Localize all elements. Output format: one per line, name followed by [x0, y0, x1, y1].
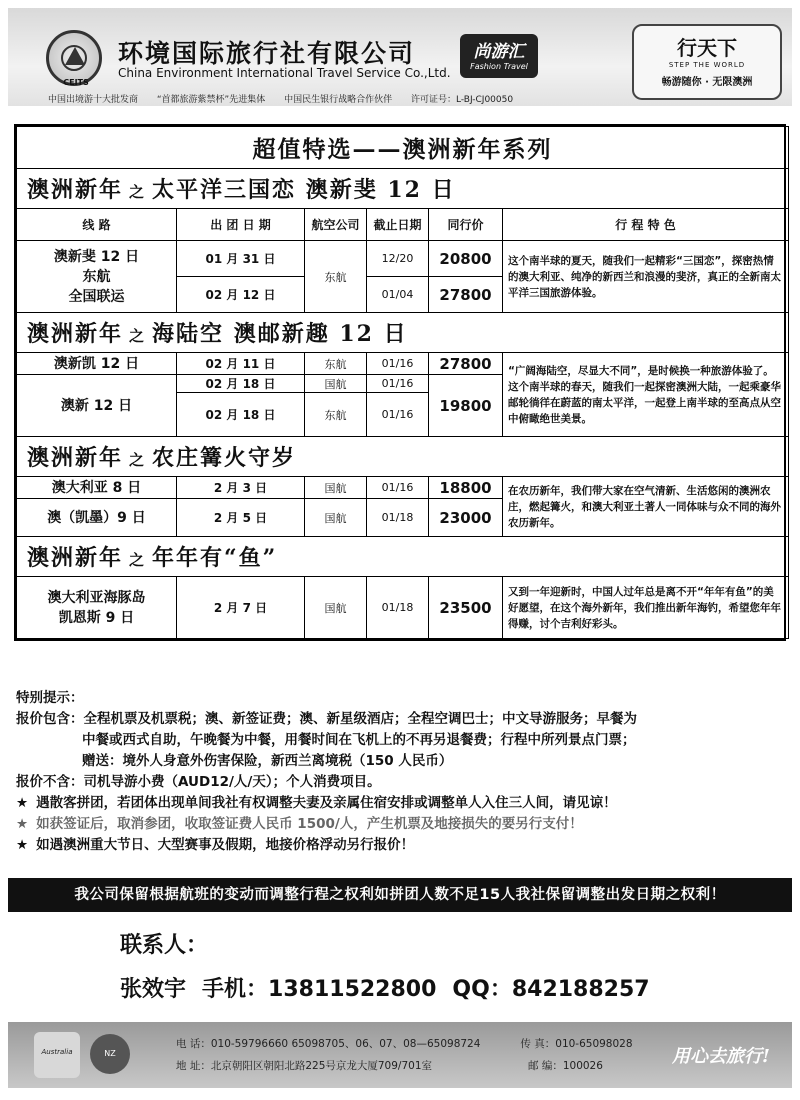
- section-zhi: 之: [129, 327, 147, 345]
- price-cell: 18800: [429, 477, 503, 499]
- brand-cn: 尚游汇: [473, 42, 525, 62]
- route-cell: 澳大利亚 8 日: [17, 477, 177, 499]
- deadline-cell: 01/16: [367, 477, 429, 499]
- route-cell: [17, 577, 177, 639]
- footer-address: 地 址：北京朝阳区朝阳北路225号京龙大厦709/701室: [176, 1060, 432, 1072]
- airline-cell: 东航: [305, 393, 367, 437]
- col-header-airline: 航空公司: [305, 209, 367, 241]
- feature-cell: “广阔海陆空，尽显大不同”，是时候换一种旅游体验了。这个南半球的春天，随我们一起探密澳洲大陆，一起乘豪华邮轮徜徉在蔚蓝的南太平洋，一起登上南半球的至高点从空中俯瞰绝世美景。: [503, 353, 789, 437]
- price-cell: 27800: [429, 353, 503, 375]
- star-icon: ★: [16, 795, 29, 811]
- date-cell: 2 月 3 日: [177, 477, 305, 499]
- section-heading: [17, 537, 789, 577]
- table-title: 超值特选——澳洲新年系列: [17, 127, 789, 169]
- airline-cell: 国航: [305, 375, 367, 393]
- badge-title: 行天下: [677, 36, 737, 60]
- footer: [8, 1022, 792, 1088]
- section-heading: [17, 313, 789, 353]
- date-cell: 01 月 31 日: [177, 241, 305, 277]
- route-cell: 澳新 12 日: [17, 375, 177, 437]
- route-line: 澳大利亚海豚岛: [47, 589, 146, 606]
- company-name-cn: 环境国际旅行社有限公司: [118, 39, 416, 68]
- col-header-deadline: 截止日期: [367, 209, 429, 241]
- price-cell: 23000: [429, 499, 503, 537]
- phone-number: 13811522800: [268, 977, 437, 1002]
- logo-abbr: CEITS: [63, 78, 89, 87]
- section-prefix: 澳洲新年: [27, 177, 124, 203]
- col-header-price: 同行价: [429, 209, 503, 241]
- footer-tel: 电 话：010-59796660 65098705、06、07、08—65098724: [176, 1038, 481, 1050]
- airline-cell: 东航: [305, 353, 367, 375]
- section-heading: [17, 169, 789, 209]
- step-the-world-badge: [632, 24, 782, 100]
- note-line: 如遇澳洲重大节日、大型赛事及假期，地接价格浮动另行报价！: [36, 837, 415, 853]
- badge-slogan: 畅游随你 · 无限澳洲: [661, 77, 753, 88]
- rights-banner: 我公司保留根据航班的变动而调整行程之权利如拼团人数不足15人我社保留调整出发日期之权利！: [8, 878, 792, 912]
- route-cell: [17, 241, 177, 313]
- tour-table: [14, 124, 786, 641]
- deadline-cell: 01/16: [367, 353, 429, 375]
- footer-line: [176, 1036, 633, 1051]
- deadline-cell: 01/16: [367, 393, 429, 437]
- contact-line: [120, 972, 666, 1003]
- badge-sub: STEP THE WORLD: [668, 61, 746, 69]
- date-cell: 02 月 18 日: [177, 393, 305, 437]
- deadline-cell: 12/20: [367, 241, 429, 277]
- feature-cell: 这个南半球的夏天，随我们一起精彩“三国恋”，探密热情的澳大利亚、纯净的新西兰和浪漫的斐济，真正的全新南太平洋三国旅游体验。: [503, 241, 789, 313]
- price-cell: 20800: [429, 241, 503, 277]
- footer-fax: 传 真：010-65098028: [520, 1038, 633, 1050]
- partner-logo-icon: NZ: [90, 1034, 130, 1074]
- price-cell: 27800: [429, 277, 503, 313]
- excluded-line: 司机导游小费（AUD12/人/天）；个人消费项目。: [83, 774, 381, 790]
- section-heading: [17, 437, 789, 477]
- tagline-item: 中国出境游十大批发商: [48, 95, 139, 105]
- deadline-cell: 01/04: [367, 277, 429, 313]
- star-icon: ★: [16, 837, 29, 853]
- route-line: 东航: [82, 268, 111, 285]
- date-cell: 2 月 7 日: [177, 577, 305, 639]
- tagline: [48, 92, 527, 105]
- contact-label: 联系人：: [120, 933, 209, 958]
- route-line: 凯恩斯 9 日: [58, 609, 135, 626]
- route-line: 全国联运: [68, 288, 125, 305]
- tagline-item: “首都旅游紫禁杯”先进集体: [156, 95, 266, 105]
- header: [8, 8, 792, 106]
- note-line: 遇散客拼团，若团体出现单间我社有权调整夫妻及亲属住宿安排或调整单人入住三人间，请见谅！: [36, 795, 617, 811]
- qq-label: QQ：: [452, 977, 512, 1002]
- included-line: 赠送：境外人身意外伤害保险，新西兰离境税（150 人民币）: [82, 753, 453, 769]
- date-cell: 2 月 5 日: [177, 499, 305, 537]
- section-prefix: 澳洲新年: [27, 445, 124, 471]
- price-cell: 23500: [429, 577, 503, 639]
- included-label: 报价包含：: [16, 711, 84, 727]
- airline-cell: 国航: [305, 477, 367, 499]
- tagline-item: 许可证号：L-BJ-CJ00050: [410, 95, 514, 105]
- date-cell: 02 月 12 日: [177, 277, 305, 313]
- special-label: 特别提示：: [16, 690, 84, 706]
- deadline-cell: 01/18: [367, 499, 429, 537]
- excluded-label: 报价不含：: [16, 774, 84, 790]
- airline-cell: 东航: [305, 241, 367, 313]
- col-header-route: 线 路: [17, 209, 177, 241]
- company-name-en: China Environment International Travel Service Co.,Ltd.: [118, 66, 451, 80]
- contact-name: 张效宇: [120, 977, 187, 1002]
- feature-cell: 又到一年迎新时，中国人过年总是离不开“年年有鱼”的美好愿望，在这个海外新年，我们推出新年海钓，希望您年年得赚，讨个吉利好彩头。: [503, 577, 789, 639]
- section-prefix: 澳洲新年: [27, 545, 124, 571]
- col-header-date: 出 团 日 期: [177, 209, 305, 241]
- qq-number: 842188257: [511, 977, 650, 1002]
- feature-cell: 在农历新年，我们带大家在空气清新、生活悠闲的澳洲农庄，燃起篝火，和澳大利亚土著人一同体味与众不同的海外农历新年。: [503, 477, 789, 537]
- date-cell: 02 月 11 日: [177, 353, 305, 375]
- deadline-cell: 01/16: [367, 375, 429, 393]
- airline-cell: 国航: [305, 499, 367, 537]
- australia-logo-icon: Australia: [34, 1032, 80, 1078]
- section-name: 年年有“鱼”: [152, 545, 278, 571]
- section-prefix: 澳洲新年: [27, 321, 124, 347]
- footer-slogan: 用心去旅行!: [672, 1046, 770, 1067]
- route-cell: 澳（凯墨）9 日: [17, 499, 177, 537]
- phone-label: 手机：: [202, 977, 269, 1002]
- route-cell: 澳新凯 12 日: [17, 353, 177, 375]
- brand-logo: [460, 34, 538, 78]
- included-line: 中餐或西式自助，午晚餐为中餐，用餐时间在飞机上的不再另退餐费；行程中所列景点门票；: [82, 732, 636, 748]
- brand-en: Fashion Travel: [470, 62, 528, 71]
- footer-postcode: 邮 编：100026: [528, 1060, 603, 1072]
- note-line: 如获签证后，取消参团，收取签证费人民币 1500/人，产生机票及地接损失的要另行支付！: [36, 816, 583, 832]
- section-name: 农庄篝火守岁: [152, 445, 297, 471]
- section-zhi: 之: [129, 551, 147, 569]
- included-line: 全程机票及机票税；澳、新签证费；澳、新星级酒店；全程空调巴士；中文导游服务；早餐为: [83, 711, 637, 727]
- date-cell: 02 月 18 日: [177, 375, 305, 393]
- notes: [16, 688, 788, 856]
- tagline-item: 中国民生银行战略合作伙伴: [284, 95, 393, 105]
- section-zhi: 之: [129, 183, 147, 201]
- airline-cell: 国航: [305, 577, 367, 639]
- price-cell: 19800: [429, 375, 503, 437]
- section-name: 太平洋三国恋 澳新斐 12 日: [152, 177, 456, 203]
- route-line: 澳新斐 12 日: [53, 248, 140, 265]
- section-zhi: 之: [129, 451, 147, 469]
- footer-line: [176, 1058, 603, 1073]
- star-icon: ★: [16, 816, 29, 832]
- col-header-feature: 行 程 特 色: [503, 209, 789, 241]
- section-name: 海陆空 澳邮新趣 12 日: [152, 321, 408, 347]
- deadline-cell: 01/18: [367, 577, 429, 639]
